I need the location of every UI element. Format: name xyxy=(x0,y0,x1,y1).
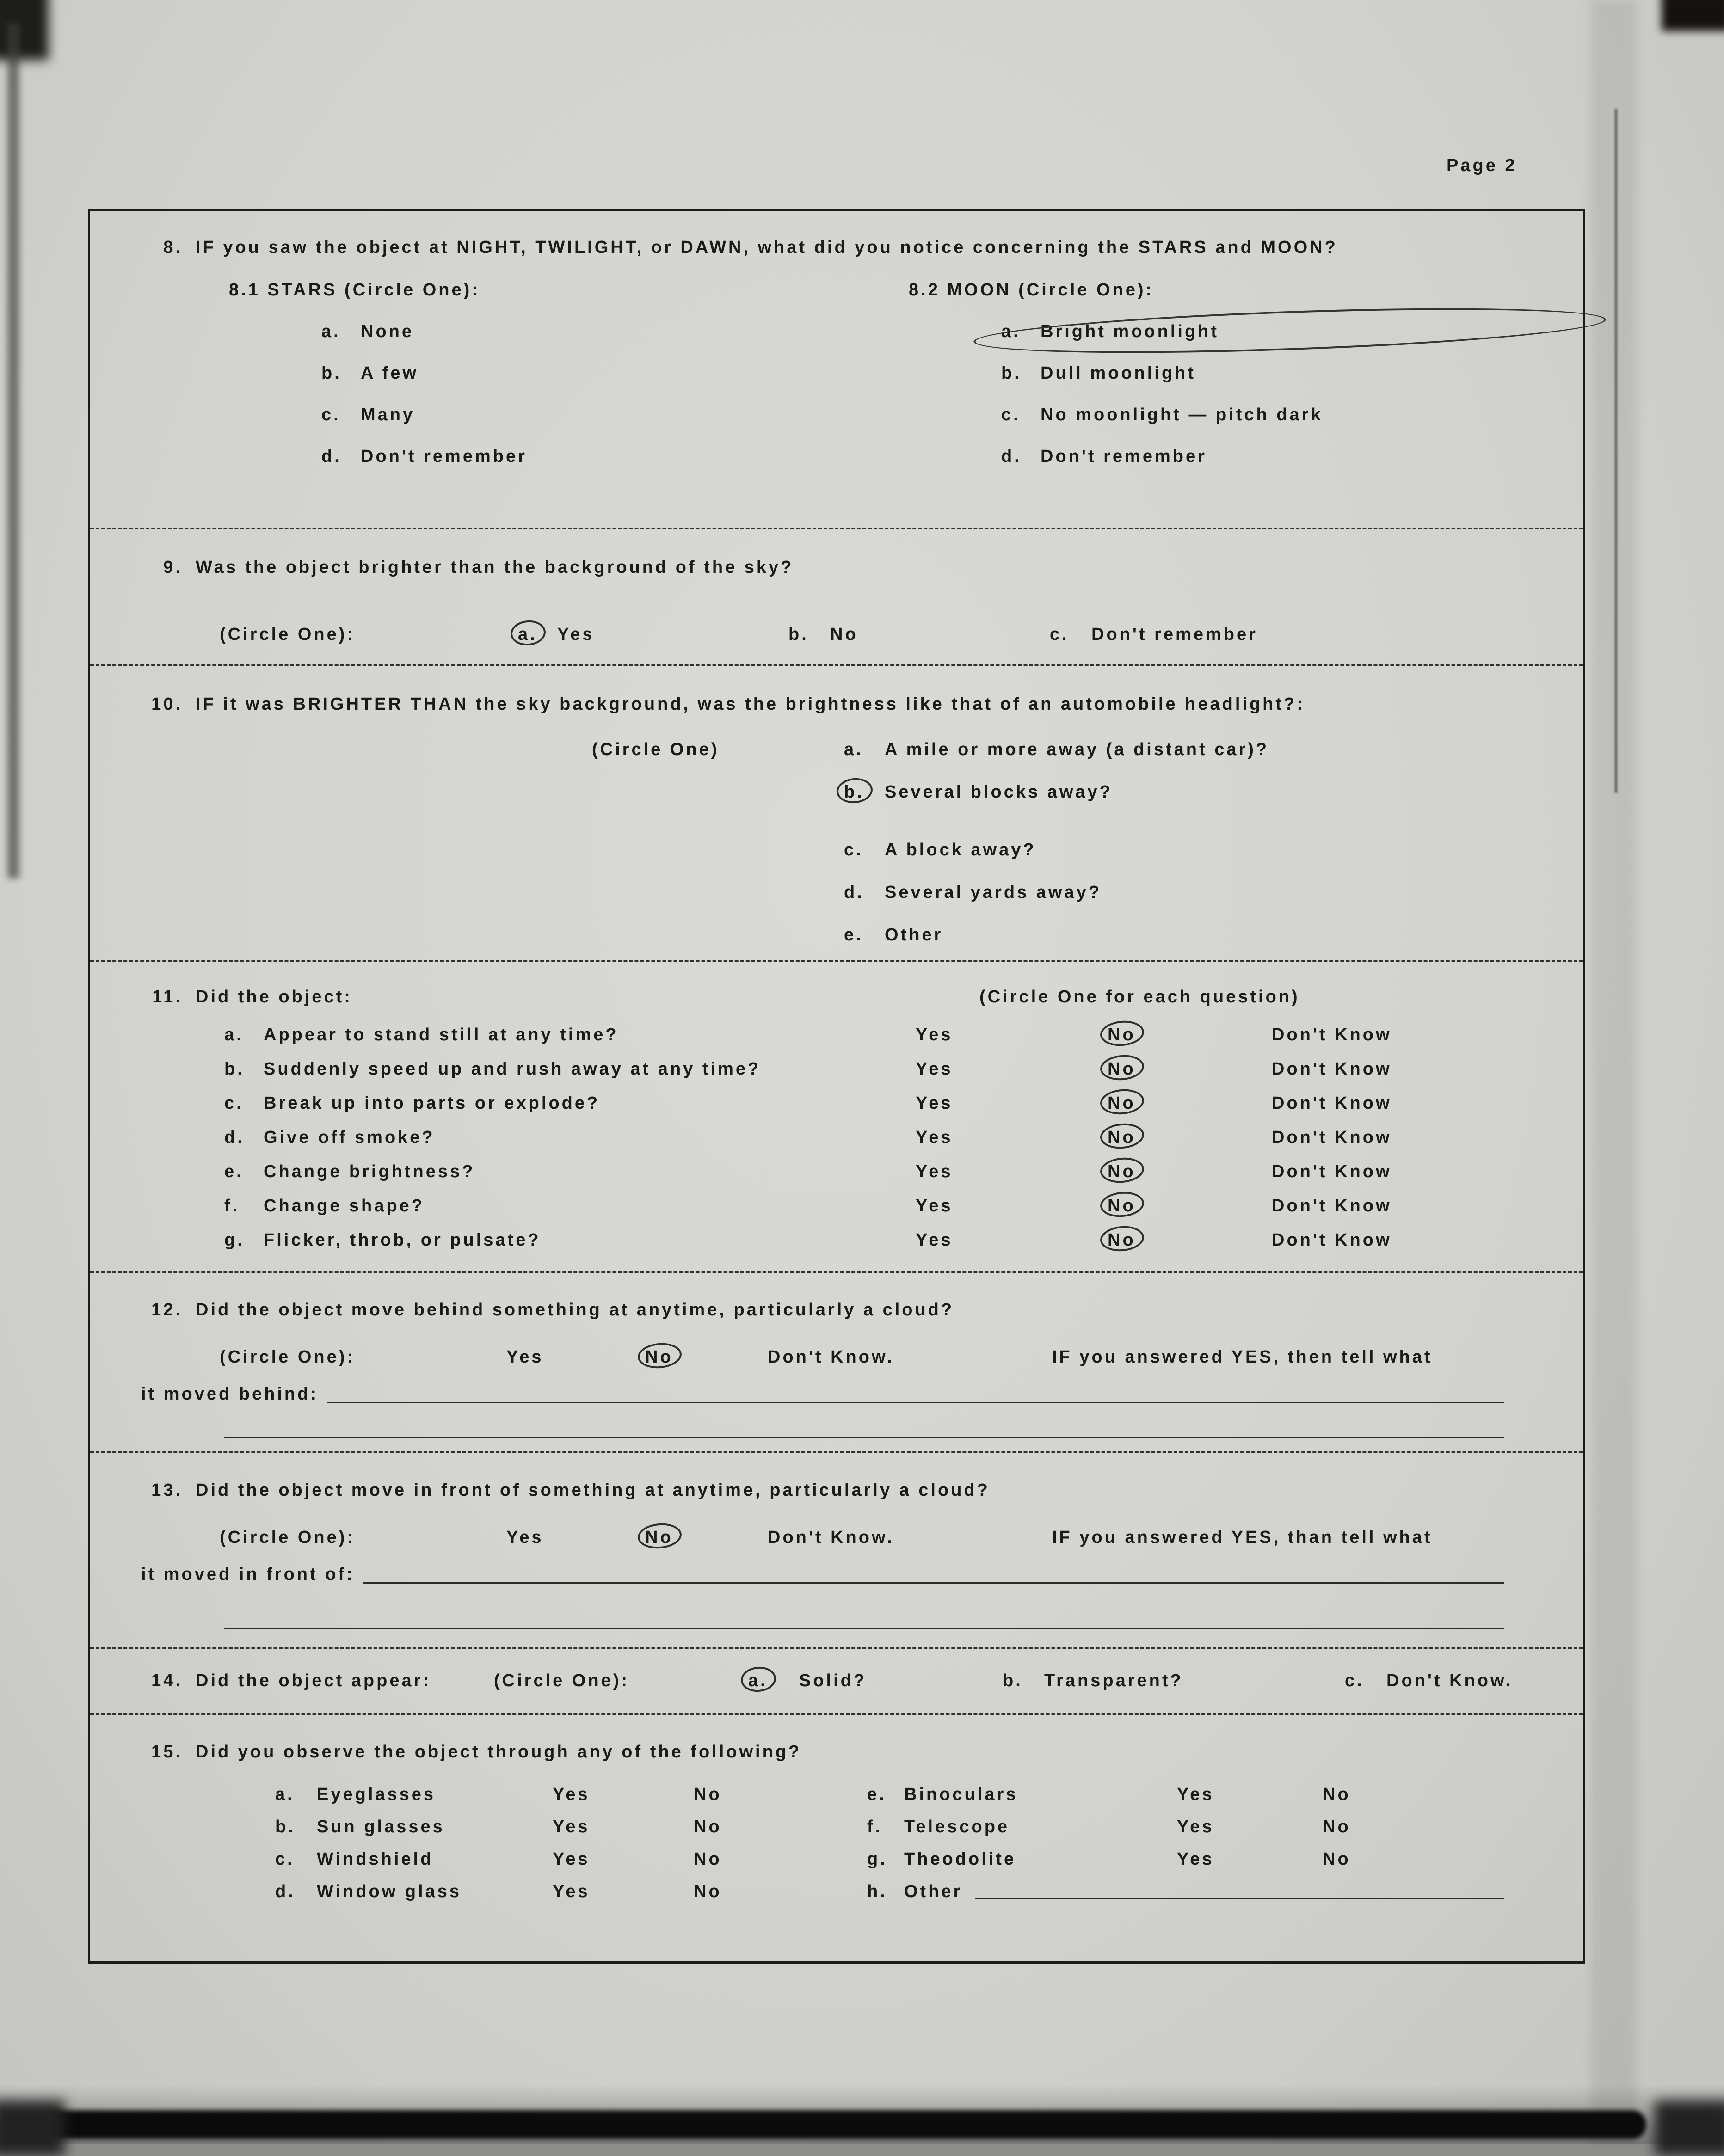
no-option-circled: No xyxy=(1108,1196,1136,1216)
question-text: Did the object move in front of something at anytime, particularly a cloud? xyxy=(196,1480,990,1500)
dont-know-option: Don't Know xyxy=(1272,1128,1392,1147)
option-letter: d. xyxy=(321,447,342,466)
no-option-circled: No xyxy=(1108,1128,1136,1147)
q11-row xyxy=(90,1094,1583,1112)
option-label: Several yards away? xyxy=(885,883,1102,902)
scan-artifact-top-right xyxy=(1662,0,1724,31)
yes-option: Yes xyxy=(916,1093,953,1113)
row-label: Windshield xyxy=(317,1849,434,1869)
circle-one-label: (Circle One): xyxy=(220,1528,356,1547)
q12-blank-line-2 xyxy=(224,1437,1504,1438)
no-option-circled: No xyxy=(1108,1230,1136,1250)
q9-option-b-letter: b. xyxy=(788,625,809,644)
question-14-section xyxy=(90,1649,1583,1715)
option-label: Bright moonlight xyxy=(1041,322,1219,341)
q11-note: (Circle One for each question) xyxy=(979,987,1300,1007)
question-10-heading xyxy=(90,666,1583,713)
option-letter: b. xyxy=(1001,363,1022,383)
row-label: Break up into parts or explode? xyxy=(264,1093,600,1113)
question-8-section xyxy=(90,211,1583,529)
row-letter: h. xyxy=(867,1882,887,1901)
no-option-circled: No xyxy=(1108,1093,1136,1113)
scan-artifact-left-strip xyxy=(7,23,19,878)
scan-artifact-bottom-left xyxy=(0,2101,65,2156)
q8-stars-heading: 8.1 STARS (Circle One): xyxy=(229,280,480,300)
question-15-heading xyxy=(90,1715,1583,1761)
q9-option-c-letter: c. xyxy=(1050,625,1069,644)
question-number: 10. xyxy=(151,694,183,714)
yes-option: Yes xyxy=(916,1162,953,1181)
yes-option: Yes xyxy=(506,1528,544,1547)
dont-know-option: Don't Know xyxy=(1272,1230,1392,1250)
row-label: Eyeglasses xyxy=(317,1785,436,1804)
row-label: Binoculars xyxy=(904,1785,1018,1804)
q14-option-b-label: Transparent? xyxy=(1044,1671,1183,1690)
circle-one-label: (Circle One): xyxy=(220,1347,356,1367)
q10-option-row xyxy=(90,740,1583,759)
no-option: No xyxy=(694,1882,722,1901)
no-option-circled: No xyxy=(1108,1059,1136,1079)
row-letter: e. xyxy=(867,1785,887,1804)
q11-row xyxy=(90,1231,1583,1249)
yes-option: Yes xyxy=(1177,1785,1214,1804)
scan-artifact-top-left xyxy=(0,0,49,60)
question-14-row xyxy=(90,1649,1583,1690)
row-letter: c. xyxy=(275,1849,295,1869)
q13-followup-text: IF you answered YES, than tell what xyxy=(1052,1528,1433,1547)
q12-answer-line-row xyxy=(90,1385,1583,1403)
q14-option-c-letter: c. xyxy=(1345,1671,1364,1690)
option-letter: e. xyxy=(844,925,863,945)
question-number: 12. xyxy=(151,1300,183,1320)
q9-option-c-label: Don't remember xyxy=(1091,625,1258,644)
q14-option-a-letter-circled: a. xyxy=(748,1671,768,1690)
row-letter: d. xyxy=(224,1128,245,1147)
row-label: Theodolite xyxy=(904,1849,1016,1869)
q13-answer-line-row xyxy=(90,1565,1583,1584)
q12-blank-line xyxy=(327,1386,1504,1403)
yes-option: Yes xyxy=(1177,1849,1214,1869)
dont-know-option: Don't Know. xyxy=(768,1528,894,1547)
dont-know-option: Don't Know xyxy=(1272,1162,1392,1181)
q9-options-row xyxy=(90,625,1583,644)
circle-one-label: (Circle One): xyxy=(494,1671,630,1690)
question-text: Was the object brighter than the background of the sky? xyxy=(196,558,794,577)
question-number: 15. xyxy=(151,1742,183,1762)
question-number: 13. xyxy=(151,1480,183,1500)
option-label: A block away? xyxy=(885,840,1036,860)
question-10-section xyxy=(90,666,1583,962)
no-option-circled: No xyxy=(1108,1025,1136,1044)
row-label: Window glass xyxy=(317,1882,462,1901)
option-label: No moonlight — pitch dark xyxy=(1041,405,1323,424)
circle-one-label: (Circle One) xyxy=(592,740,720,759)
row-letter: g. xyxy=(224,1230,245,1250)
questionnaire-form-box xyxy=(88,209,1585,1964)
q8-option-row xyxy=(90,364,1583,382)
q8-option-row xyxy=(90,322,1583,341)
dont-know-option: Don't Know xyxy=(1272,1025,1392,1044)
row-letter: a. xyxy=(224,1025,244,1044)
option-letter: a. xyxy=(1001,322,1021,341)
option-letter: a. xyxy=(321,322,341,341)
q10-option-row xyxy=(90,926,1583,944)
q10-option-b-letter-circled: b. xyxy=(844,782,864,802)
q15-other-blank-line xyxy=(975,1882,1504,1899)
row-label: Suddenly speed up and rush away at any time? xyxy=(264,1059,761,1079)
row-label: Telescope xyxy=(904,1817,1010,1837)
question-11-heading xyxy=(90,962,1583,1006)
row-label: Appear to stand still at any time? xyxy=(264,1025,619,1044)
q11-row xyxy=(90,1060,1583,1078)
q8-option-row xyxy=(90,405,1583,424)
option-label: Several blocks away? xyxy=(885,782,1113,802)
row-letter: f. xyxy=(867,1817,883,1837)
q13-blank-line xyxy=(363,1566,1504,1584)
question-9-section xyxy=(90,529,1583,666)
yes-option: Yes xyxy=(553,1817,590,1837)
row-letter: b. xyxy=(275,1817,296,1837)
option-label: Don't remember xyxy=(361,447,527,466)
question-13-section xyxy=(90,1453,1583,1649)
q13-blank-line-2 xyxy=(224,1628,1504,1629)
row-letter: d. xyxy=(275,1882,296,1901)
question-text: Did the object move behind something at anytime, particularly a cloud? xyxy=(196,1300,954,1320)
option-label: Other xyxy=(885,925,943,945)
circle-one-label: (Circle One): xyxy=(220,625,356,644)
q11-row xyxy=(90,1128,1583,1147)
q8-moon-option xyxy=(1001,447,1583,466)
q8-moon-heading: 8.2 MOON (Circle One): xyxy=(909,280,1154,300)
question-text: IF it was BRIGHTER THAN the sky background, was the brightness like that of an automobile headlight?: xyxy=(196,694,1305,714)
question-number: 9. xyxy=(163,558,183,577)
option-letter: a. xyxy=(844,740,863,759)
q8-moon-option-a-circled xyxy=(1001,322,1583,341)
q10-option-row xyxy=(90,883,1583,902)
dont-know-option: Don't Know xyxy=(1272,1093,1392,1113)
q11-row xyxy=(90,1197,1583,1215)
question-15-section xyxy=(90,1715,1583,1961)
row-letter: f. xyxy=(224,1196,240,1216)
q15-row xyxy=(90,1785,1583,1804)
yes-option: Yes xyxy=(916,1128,953,1147)
question-text: Did the object appear: xyxy=(196,1671,431,1690)
no-option: No xyxy=(694,1817,722,1837)
question-number: 14. xyxy=(151,1671,183,1690)
no-option: No xyxy=(694,1785,722,1804)
dont-know-option: Don't Know xyxy=(1272,1196,1392,1216)
option-label: A few xyxy=(361,363,419,383)
option-label: None xyxy=(361,322,414,341)
option-letter: d. xyxy=(1001,447,1022,466)
q14-option-c-label: Don't Know. xyxy=(1386,1671,1513,1690)
option-label: Dull moonlight xyxy=(1041,363,1196,383)
option-letter: c. xyxy=(844,840,863,860)
row-label: Change brightness? xyxy=(264,1162,475,1181)
yes-option: Yes xyxy=(916,1196,953,1216)
row-letter: c. xyxy=(224,1093,244,1113)
no-option-circled: No xyxy=(645,1528,673,1547)
dont-know-option: Don't Know. xyxy=(768,1347,894,1367)
no-option: No xyxy=(1323,1849,1351,1869)
row-label: Other xyxy=(904,1882,963,1901)
q11-row xyxy=(90,1162,1583,1181)
row-letter: a. xyxy=(275,1785,295,1804)
option-letter: c. xyxy=(321,405,341,424)
option-letter: b. xyxy=(321,363,342,383)
row-label: Give off smoke? xyxy=(264,1128,435,1147)
q8-option-row xyxy=(90,447,1583,466)
row-letter: b. xyxy=(224,1059,245,1079)
q8-moon-option xyxy=(1001,364,1583,382)
q13-line-label: it moved in front of: xyxy=(141,1565,355,1584)
row-label: Change shape? xyxy=(264,1196,425,1216)
q12-line-label: it moved behind: xyxy=(141,1384,319,1404)
q15-row xyxy=(90,1818,1583,1836)
yes-option: Yes xyxy=(916,1025,953,1044)
row-label: Sun glasses xyxy=(317,1817,445,1837)
question-number: 8. xyxy=(163,238,183,257)
q15-row xyxy=(90,1850,1583,1868)
question-number: 11. xyxy=(152,987,183,1007)
q9-option-b-label: No xyxy=(830,625,858,644)
option-letter: c. xyxy=(1001,405,1021,424)
scan-artifact-bottom-right xyxy=(1655,2101,1724,2156)
q9-option-a-letter-circled: a. xyxy=(518,625,537,644)
question-text: Did the object: xyxy=(196,987,352,1007)
page-number: Page 2 xyxy=(1447,156,1517,175)
question-11-section xyxy=(90,962,1583,1273)
q14-option-b-letter: b. xyxy=(1003,1671,1023,1690)
scan-artifact-fold-crease xyxy=(1615,109,1617,793)
yes-option: Yes xyxy=(916,1059,953,1079)
q14-option-a-label: Solid? xyxy=(799,1671,867,1690)
option-label: Don't remember xyxy=(1041,447,1207,466)
option-letter: d. xyxy=(844,883,864,902)
yes-option: Yes xyxy=(553,1785,590,1804)
question-12-section xyxy=(90,1273,1583,1453)
no-option-circled: No xyxy=(1108,1162,1136,1181)
dont-know-option: Don't Know xyxy=(1272,1059,1392,1079)
no-option: No xyxy=(1323,1785,1351,1804)
yes-option: Yes xyxy=(553,1849,590,1869)
question-9-heading xyxy=(90,529,1583,577)
question-text: Did you observe the object through any of the following? xyxy=(196,1742,802,1762)
q12-followup-text: IF you answered YES, then tell what xyxy=(1052,1347,1433,1367)
yes-option: Yes xyxy=(553,1882,590,1901)
question-text: IF you saw the object at NIGHT, TWILIGHT, or DAWN, what did you notice concerning the STARS and MOON? xyxy=(196,238,1338,257)
q11-row xyxy=(90,1026,1583,1044)
scan-artifact-bottom-fade xyxy=(0,2084,1724,2144)
row-letter: e. xyxy=(224,1162,244,1181)
no-option-circled: No xyxy=(645,1347,673,1367)
q12-circle-row xyxy=(90,1348,1583,1366)
q10-option-row xyxy=(90,841,1583,859)
no-option: No xyxy=(1323,1817,1351,1837)
q15-row xyxy=(90,1882,1583,1901)
q9-option-a-label: Yes xyxy=(557,625,595,644)
q8-moon-option xyxy=(1001,405,1583,424)
yes-option: Yes xyxy=(916,1230,953,1250)
q10-option-row xyxy=(90,783,1583,801)
option-label: Many xyxy=(361,405,415,424)
yes-option: Yes xyxy=(506,1347,544,1367)
q13-circle-row xyxy=(90,1528,1583,1547)
question-13-heading xyxy=(90,1453,1583,1499)
q8-subheadings xyxy=(90,281,1583,299)
option-label: A mile or more away (a distant car)? xyxy=(885,740,1269,759)
row-letter: g. xyxy=(867,1849,887,1869)
question-12-heading xyxy=(90,1273,1583,1319)
question-8-heading xyxy=(90,211,1583,257)
no-option: No xyxy=(694,1849,722,1869)
scan-artifact-bottom-bar xyxy=(44,2110,1646,2139)
row-label: Flicker, throb, or pulsate? xyxy=(264,1230,541,1250)
yes-option: Yes xyxy=(1177,1817,1214,1837)
